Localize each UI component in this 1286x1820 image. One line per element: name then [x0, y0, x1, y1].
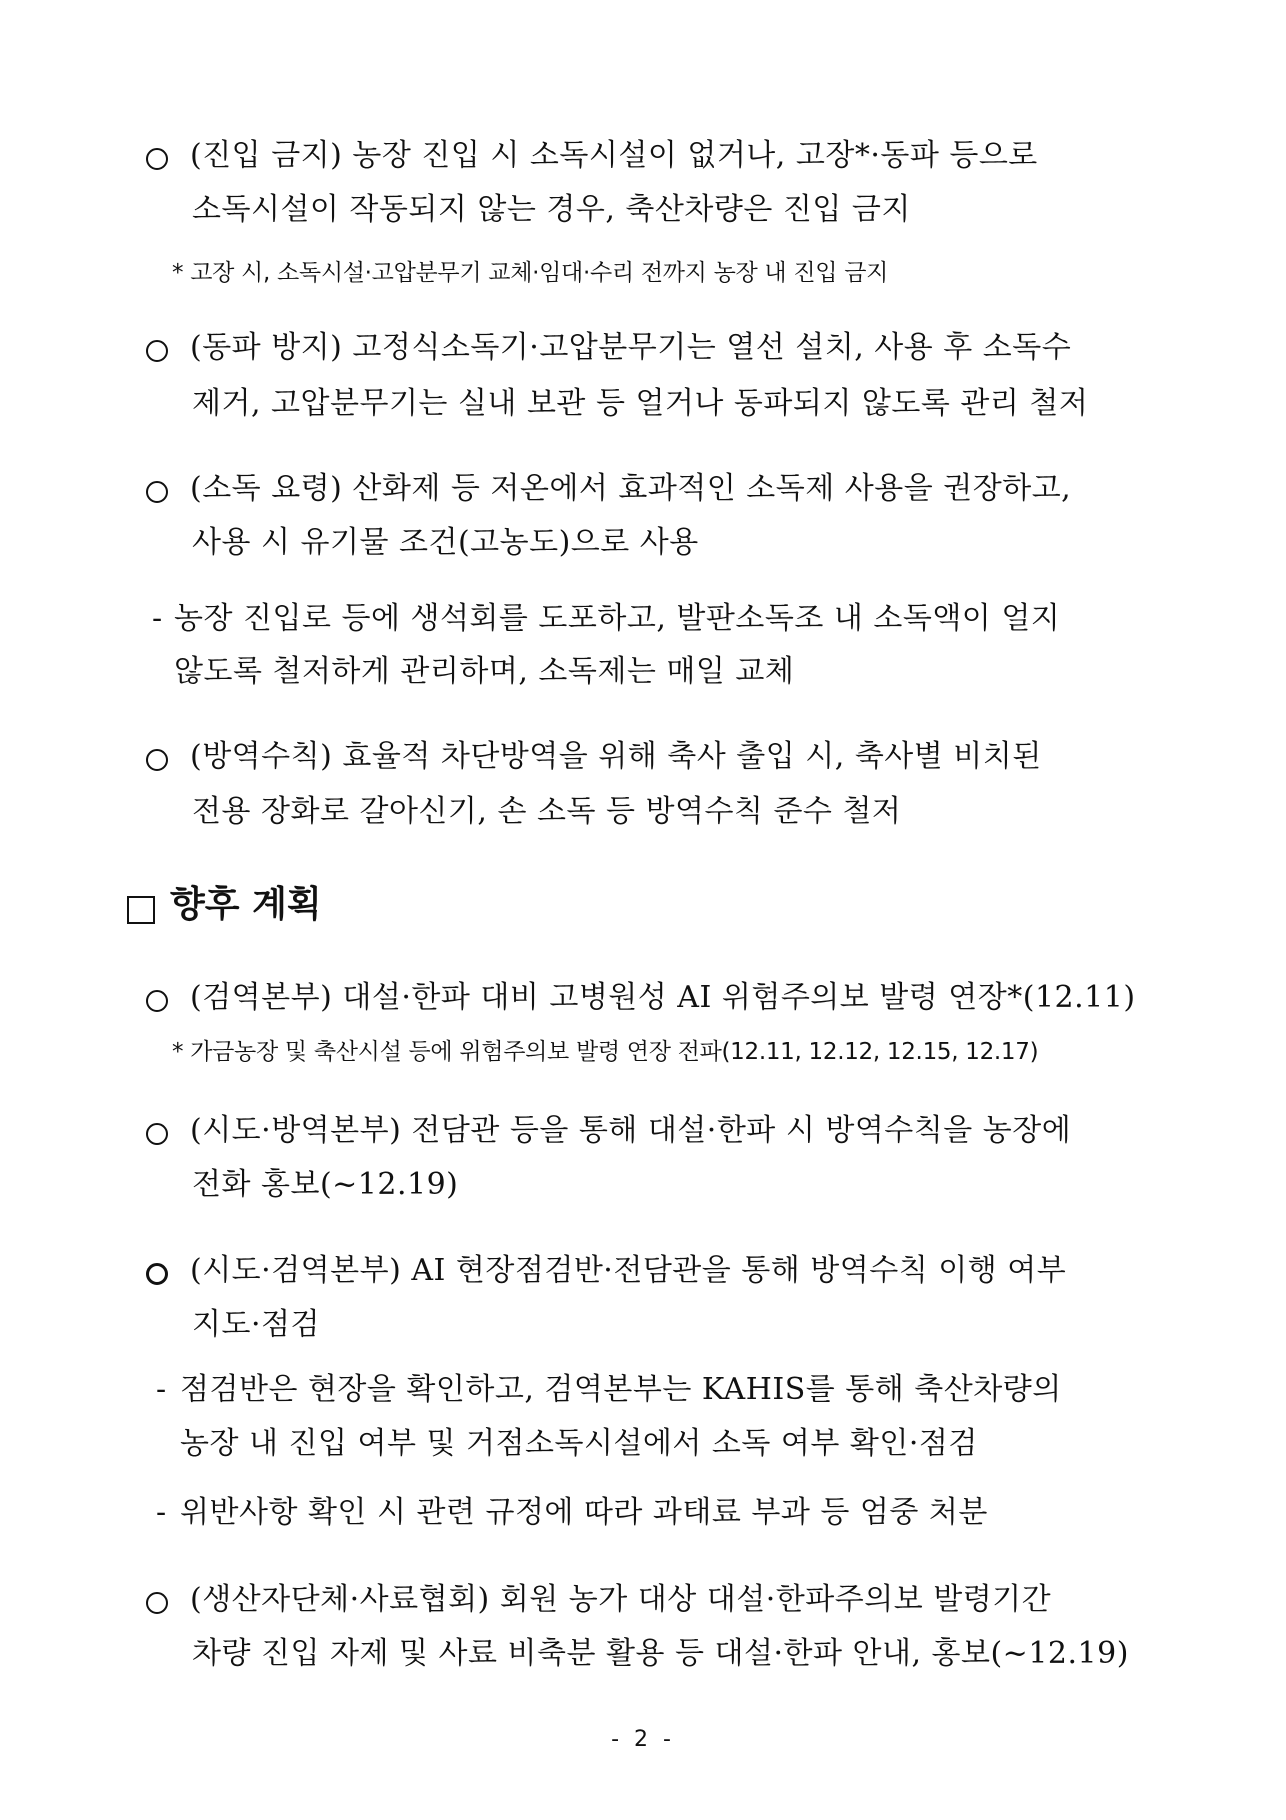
s3-sub1: 농장 진입로 등에 생석회를 도포하고, 발판소독조 내 소독액이 얼지	[174, 601, 1061, 636]
p3-line1: (시도·검역본부) AI 현장점검반·전담관을 통해 방역수칙 이행 여부	[190, 1253, 1067, 1288]
s2-line1: (동파 방지) 고정식소독기·고압분무기는 열선 설치, 사용 후 소독수	[190, 330, 1072, 365]
p4-line2: 차량 진입 자제 및 사료 비축분 활용 등 대설·한파 안내, 홍보(~12.19)	[192, 1636, 1129, 1671]
s1-line1: (진입 금지) 농장 진입 시 소독시설이 없거나, 고장*·동파 등으로	[190, 138, 1038, 173]
bullet-circle-icon	[146, 749, 168, 771]
p3-line2: 지도·점검	[192, 1307, 320, 1342]
s1-line2: 소독시설이 작동되지 않는 경우, 축산차량은 진입 금지	[192, 192, 911, 227]
s3-line1: (소독 요령) 산화제 등 저온에서 효과적인 소독제 사용을 권장하고,	[190, 471, 1072, 506]
bullet-circle-icon	[146, 1592, 168, 1614]
section-heading: 향후 계획	[170, 884, 322, 925]
s1-footnote: * 고장 시, 소독시설·고압분무기 교체·임대·수리 전까지 농장 내 진입 금지	[172, 260, 889, 286]
p3-sub1: 점검반은 현장을 확인하고, 검역본부는 KAHIS를 통해 축산차량의	[180, 1372, 1062, 1407]
p3-sub2: 농장 내 진입 여부 및 거점소독시설에서 소독 여부 확인·점검	[180, 1426, 978, 1461]
bullet-circle-icon	[146, 1263, 168, 1285]
s4-line2: 전용 장화로 갈아신기, 손 소독 등 방역수칙 준수 철저	[192, 794, 902, 829]
page-number: - 2 -	[611, 1727, 675, 1752]
p1-footnote: * 가금농장 및 축산시설 등에 위험주의보 발령 연장 전파(12.11, 12.12, 12.15, 12.17)	[172, 1039, 1039, 1065]
p1-line1: (검역본부) 대설·한파 대비 고병원성 AI 위험주의보 발령 연장*(12.11)	[190, 980, 1136, 1015]
s2-line2: 제거, 고압분무기는 실내 보관 등 얼거나 동파되지 않도록 관리 철저	[192, 386, 1089, 421]
bullet-circle-icon	[146, 148, 168, 170]
p2-line2: 전화 홍보(~12.19)	[192, 1167, 459, 1202]
p2-line1: (시도·방역본부) 전담관 등을 통해 대설·한파 시 방역수칙을 농장에	[190, 1113, 1072, 1148]
bullet-circle-icon	[146, 481, 168, 503]
bullet-circle-icon	[146, 340, 168, 362]
p4-line1: (생산자단체·사료협회) 회원 농가 대상 대설·한파주의보 발령기간	[190, 1582, 1052, 1617]
bullet-circle-icon	[146, 990, 168, 1012]
s3-dash: -	[152, 601, 163, 636]
s3-sub2: 않도록 철저하게 관리하며, 소독제는 매일 교체	[174, 654, 795, 689]
p3-sub3: 위반사항 확인 시 관련 규정에 따라 과태료 부과 등 엄중 처분	[180, 1495, 988, 1530]
bullet-circle-icon	[146, 1123, 168, 1145]
s3-line2: 사용 시 유기물 조건(고농도)으로 사용	[192, 525, 699, 560]
p3-dash-1: -	[156, 1372, 167, 1407]
s4-line1: (방역수칙) 효율적 차단방역을 위해 축사 출입 시, 축사별 비치된	[190, 739, 1042, 774]
heading-square-icon	[127, 896, 155, 924]
p3-dash-2: -	[156, 1495, 167, 1530]
